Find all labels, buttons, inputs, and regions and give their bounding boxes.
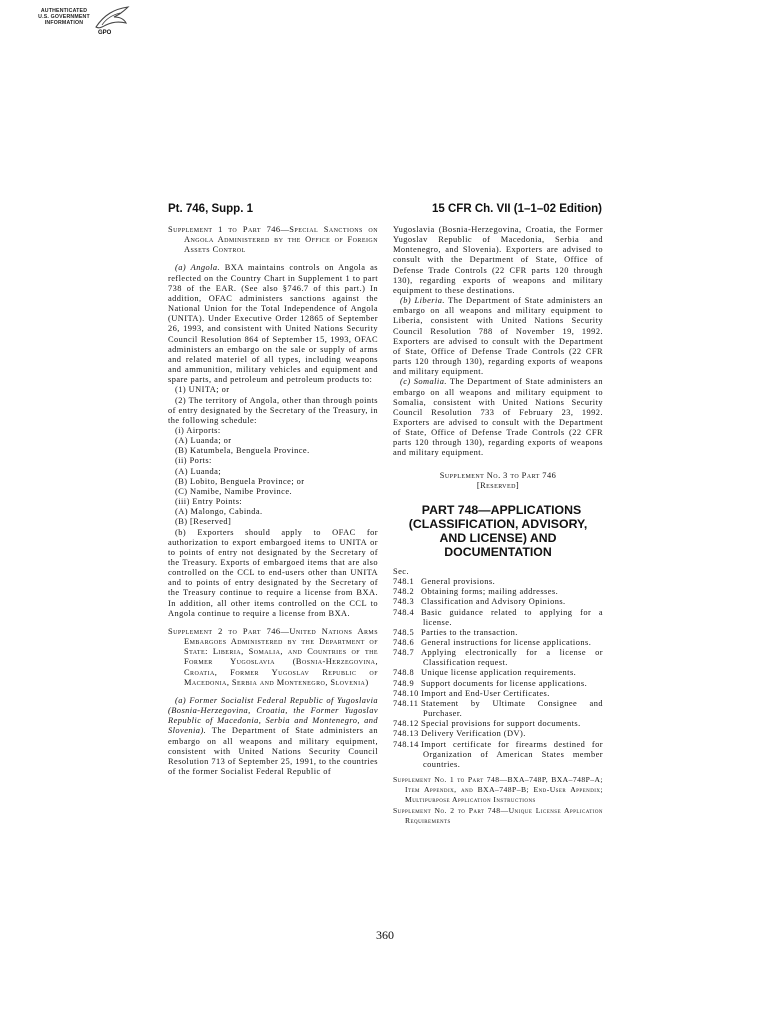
supplement-1-title: Supplement 1 to Part 746—Special Sanctions on Angola Administered by the Office of Foreign Assets Control: [168, 225, 378, 255]
toc-number: 748.9: [393, 678, 415, 688]
toc-item: [393, 577, 603, 587]
seal-gpo: GPO: [98, 30, 112, 36]
list-item: (A) Malongo, Cabinda.: [175, 507, 263, 517]
gpo-authentication-seal: [36, 5, 140, 43]
toc-title: Basic guidance related to applying for a license.: [421, 607, 603, 627]
toc-number: 748.8: [393, 668, 415, 678]
list-item: (iii) Entry Points:: [175, 497, 243, 507]
supplement-2-title: Supplement 2 to Part 746—United Nations Arms Embargoes Administered by the Department of State: Liberia, Somalia, and Countries of the Former Yugoslavia (Bosnia-Herzegovina, Croatia, Former Yugoslav Republic of Macedonia, Serbia and Montenegro, Slovenia): [168, 626, 378, 687]
toc-title: General provisions.: [421, 577, 496, 587]
toc-number: 748.10: [393, 688, 419, 698]
toc-title: Obtaining forms; mailing addresses.: [421, 587, 559, 597]
toc-item: [393, 668, 603, 678]
seal-line-2: U.S. GOVERNMENT: [38, 14, 90, 21]
part-748-heading: PART 748—APPLICATIONS (CLASSIFICATION, ADVISORY, AND LICENSE) AND DOCUMENTATION: [408, 502, 588, 559]
toc-number: 748.2: [393, 587, 415, 597]
somalia-label: (c) Somalia.: [400, 377, 447, 387]
seal-line-3: INFORMATION: [44, 20, 84, 27]
toc-number: 748.7: [393, 648, 415, 658]
toc-number: 748.1: [393, 577, 415, 587]
toc-item: [393, 719, 603, 729]
toc-title: Import and End-User Certificates.: [421, 688, 550, 698]
running-head-left: Pt. 746, Supp. 1: [168, 203, 253, 215]
page-number: 360: [376, 928, 394, 942]
liberia-text: The Department of State administers an embargo on all weapons and military equipment to Liberia, consistent with United Nations Security Council Resolution 788 of November 19, 1992. Exporters are advised to consult with the Department of State, Office of Defense Trade Controls (22 CFR parts 120 through 130), regarding exports of weapons and military equipment.: [393, 296, 603, 377]
list-item: (i) Airports:: [175, 425, 221, 435]
list-item: (C) Namibe, Namibe Province.: [175, 486, 293, 496]
toc-title: Delivery Verification (DV).: [421, 729, 526, 739]
somalia-text: The Department of State administers an embargo on all weapons and military equipment to Somalia, consistent with United Nations Security Council Resolution 733 of February 23, 1992. Exporters are advised to consult with the Department of State, Office of Defense Trade Controls (22 CFR parts 120 through 130), regarding exports of weapons and military equipment.: [393, 377, 603, 458]
toc-title: Applying electronically for a license or Classification request.: [421, 648, 603, 668]
running-head-right: 15 CFR Ch. VII (1–1–02 Edition): [432, 203, 602, 215]
toc-item: [393, 648, 603, 668]
toc-number: 748.14: [393, 739, 419, 749]
list-item: (A) Luanda; or: [175, 436, 232, 446]
angola-label: (a) Angola.: [175, 263, 221, 273]
table-of-contents: [393, 577, 603, 770]
list-item: (A) Luanda;: [175, 466, 222, 476]
toc-number: 748.3: [393, 597, 415, 607]
list-item: (2) The territory of Angola, other than through points of entry designated by the Secretary of the Treasury, in the following schedule:: [168, 395, 378, 425]
toc-title: Import certificate for firearms destined for Organization of American States member countries.: [421, 739, 603, 769]
supplement-3-reserved: [Reserved]: [476, 480, 520, 490]
running-head: [168, 203, 602, 219]
left-column: [168, 225, 378, 777]
toc-number: 748.5: [393, 627, 415, 637]
angola-paragraph: [168, 263, 378, 385]
toc-number: 748.11: [393, 698, 419, 708]
toc-title: General instructions for license applications.: [421, 638, 592, 647]
toc-title: Unique license application requirements.: [421, 668, 577, 678]
yugoslavia-label: (a) Former Socialist Federal Republic of Yugoslavia (Bosnia-Herzegovina, Croatia, the Former Yugoslav Republic of Macedonia, Serbia and Montenegro, and Slovenia).: [168, 695, 378, 736]
sec-label: Sec.: [393, 566, 409, 576]
toc-item: [393, 587, 603, 597]
list-item: (B) [Reserved]: [175, 517, 232, 527]
toc-item: [393, 628, 603, 638]
yugoslavia-paragraph: [168, 696, 378, 777]
seal-text: [36, 8, 92, 27]
toc-item: [393, 729, 603, 739]
toc-number: 748.12: [393, 719, 419, 729]
list-item: (B) Lobito, Benguela Province; or: [175, 476, 305, 486]
toc-number: 748.13: [393, 729, 419, 739]
supplement-3-title: Supplement No. 3 to Part 746: [439, 470, 557, 480]
right-column: [393, 225, 603, 826]
toc-item: [393, 689, 603, 699]
supplement-ref: Supplement No. 1 to Part 748—BXA–748P, BXA–748P–A; Item Appendix, and BXA–748P–B; End-User Appendix; Multipurpose Application Instructions: [393, 775, 603, 805]
toc-title: Statement by Ultimate Consignee and Purchaser.: [421, 698, 603, 719]
liberia-paragraph: [393, 296, 603, 377]
list-item: (ii) Ports:: [175, 456, 212, 466]
liberia-label: (b) Liberia.: [400, 296, 445, 306]
toc-item: [393, 638, 603, 648]
toc-title: Classification and Advisory Opinions.: [421, 597, 566, 607]
toc-item: [393, 679, 603, 689]
seal-line-1: AUTHENTICATED: [40, 8, 88, 14]
toc-item: [393, 597, 603, 607]
exporters-paragraph: (b) Exporters should apply to OFAC for authorization to export embargoed items to UNITA or to points of entry not designated by the Secretary of the Treasury. Exports of embargoed items that are also controlled on the CCL to end-users other than UNITA and to points of entry designated by the Secretary of the Treasury continue to require a license from BXA. In addition, all other items controlled on the CCL to Angola continue to require a license from BXA.: [168, 527, 378, 618]
toc-title: Special provisions for support documents.: [421, 719, 581, 729]
toc-number: 748.4: [393, 607, 415, 617]
toc-title: Support documents for license applications.: [421, 678, 588, 688]
toc-item: [393, 699, 603, 719]
somalia-paragraph: [393, 377, 603, 458]
toc-number: 748.6: [393, 638, 415, 647]
list-item: (1) UNITA; or: [175, 385, 230, 395]
angola-text: BXA maintains controls on Angola as reflected on the Country Chart in Supplement 1 to part 738 of the EAR. (See also §746.7 of this part.) In addition, OFAC administers sanctions against the National Union for the Total Independence of Angola (UNITA). Under Executive Order 12865 of September 26, 1993, and consistent with United Nations Security Council Resolution 864 of September 15, 1993, OFAC administers an embargo on the sale or supply of arms and related materiel of all types, including weapons and ammunition, military vehicles and equipment and spare parts, and petroleum and petroleum products to:: [168, 263, 378, 385]
toc-item: [393, 608, 603, 628]
yugoslavia-text: The Department of State administers an embargo on all weapons and military equipment, consistent with United Nations Security Council Resolution 713 of September 25, 1991, to the countries of the former Socialist Federal Republic of: [168, 726, 378, 776]
list-item: (B) Katumbela, Benguela Province.: [175, 446, 310, 456]
toc-title: Parties to the transaction.: [421, 627, 518, 637]
toc-item: [393, 740, 603, 770]
supplement-ref: Supplement No. 2 to Part 748—Unique License Application Requirements: [393, 805, 603, 825]
continued-paragraph: Yugoslavia (Bosnia-Herzegovina, Croatia, the Former Yugoslav Republic of Macedonia, Serbia and Montenegro, and Slovenia). Exporters are advised to consult with the Department of State, Office of Defense Trade Controls (22 CFR parts 120 through 130), regarding exports of weapons and military equipment to these destinations.: [393, 225, 603, 295]
